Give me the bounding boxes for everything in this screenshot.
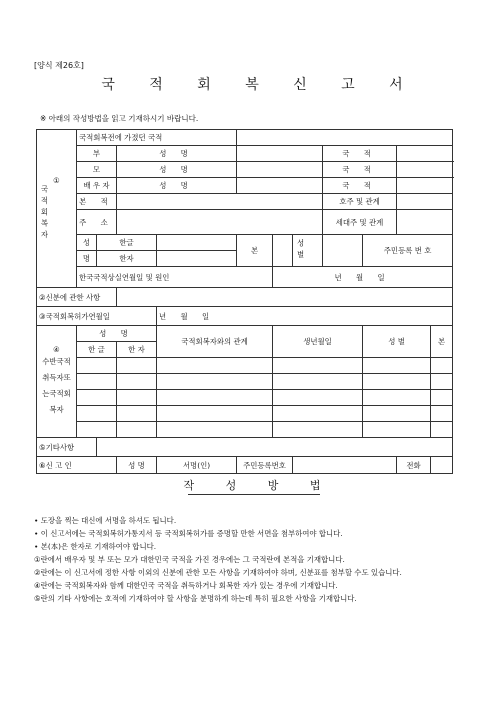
acc-birth-label: 생년월일 [273, 326, 363, 358]
spouse-nationality-field[interactable] [397, 178, 453, 194]
spouse-label: 배 우 자 [77, 178, 117, 194]
hangul-name-field[interactable] [157, 235, 237, 251]
loss-date-field[interactable]: 년 월 일 [273, 267, 453, 288]
instruction-item: ②란에는 이 신고서에 정한 사항 이외의 신분에 관한 모든 사항을 기재하여야 하며, 신분표를 첨부할 수도 있습니다. [34, 568, 402, 577]
bon-label: 본 [237, 235, 273, 267]
loss-date-label: 한국국적상실연월일 및 원인 [77, 267, 273, 288]
reporter-phone-field[interactable] [431, 457, 453, 474]
sex-field[interactable] [323, 235, 363, 267]
instruction-item: • 도장을 찍는 대신에 서명을 하셔도 됩니다. [34, 516, 177, 525]
acc-row [37, 406, 453, 422]
accompanying-section-label: ④ 수반국적취득자또는국적회복자 [37, 326, 77, 438]
mother-name-field[interactable] [237, 162, 323, 178]
spouse-name-field[interactable] [237, 178, 323, 194]
sex-label: 성별 [293, 235, 323, 267]
reporter-sign-field[interactable]: 서명(인) [157, 457, 237, 474]
domicile-field[interactable] [117, 194, 323, 210]
hanja-label: 한자 [97, 251, 157, 267]
other-matters-field[interactable] [97, 438, 453, 457]
acc-name-label: 성 명 [77, 326, 157, 342]
report-form-table [36, 129, 453, 474]
spouse-nationality-label: 국 적 [323, 178, 397, 194]
mother-nationality-field[interactable] [397, 162, 453, 178]
instructions-list [34, 514, 474, 605]
rrn-label: 주민등록 번 호 [363, 235, 453, 267]
spouse-name-label: 성 명 [117, 178, 237, 194]
prev-nationality-label: 국적회복전에 가졌던 국적 [77, 130, 237, 146]
name-label-bottom: 명 [77, 251, 97, 267]
prev-nationality-field[interactable] [237, 130, 453, 146]
hangul-label: 한글 [97, 235, 157, 251]
notice-text: ※ 아래의 작성방법을 읽고 기재하시기 바랍니다. [40, 114, 199, 123]
address-label: 주 소 [77, 210, 117, 235]
father-nationality-field[interactable] [397, 146, 453, 162]
acc-sex-label: 성 별 [363, 326, 431, 358]
reporter-rrn-field[interactable] [293, 457, 397, 474]
status-matters-field[interactable] [117, 288, 453, 307]
domicile-label: 본 적 [77, 194, 117, 210]
instruction-item: ①란에서 배우자 및 부 또는 모가 대한민국 국적을 가진 경우에는 그 국적란에 본적을 기재합니다. [34, 555, 345, 564]
restoration-date-field[interactable]: 년 월 일 [157, 307, 453, 326]
acc-hangul-label: 한 글 [77, 342, 117, 358]
acc-row [37, 358, 453, 374]
page-title: 국 적 회 복 신 고 서 [101, 77, 418, 93]
reporter-phone-label: 전화 [397, 457, 431, 474]
name-label-top: 성 [77, 235, 97, 251]
applicant-section-label: ① 국적회복자 [37, 130, 77, 288]
instruction-item: ⑤란의 기타 사항에는 호적에 기재하여야 할 사항을 분명하게 하는데 특히 필요한 사항을 기재합니다. [34, 594, 357, 603]
mother-label: 모 [77, 162, 117, 178]
head-relation-field[interactable] [397, 194, 453, 210]
howto-underline [188, 494, 320, 495]
mother-nationality-label: 국 적 [323, 162, 397, 178]
householder-relation-label: 세대주 및 관계 [323, 210, 397, 235]
father-nationality-label: 국 적 [323, 146, 397, 162]
status-matters-label: ②신분에 관한 사항 [37, 288, 117, 307]
instruction-item: ④란에는 국적회복자와 함께 대한민국 국적을 취득하거나 회복한 자가 있는 경우에 기재합니다. [34, 581, 338, 590]
acc-row [37, 390, 453, 406]
father-name-field[interactable] [237, 146, 323, 162]
hanja-name-field[interactable] [157, 251, 237, 267]
householder-relation-field[interactable] [397, 210, 453, 235]
reporter-name-label: 성 명 [117, 457, 157, 474]
father-name-label: 성 명 [117, 146, 237, 162]
reporter-rrn-label: 주민등록번호 [237, 457, 293, 474]
acc-row [37, 374, 453, 390]
howto-title: 작 성 방 법 [183, 479, 335, 492]
acc-bon-label: 본 [431, 326, 453, 358]
form-number: [양식 제26호] [34, 61, 84, 70]
instruction-item: • 이 신고서에는 국적회복허가통지서 등 국적회복허가를 증명할 만한 서면을 첨부하여야 합니다. [34, 529, 343, 538]
bon-field[interactable] [273, 235, 293, 267]
other-matters-label: ⑤기타사항 [37, 438, 97, 457]
mother-name-label: 성 명 [117, 162, 237, 178]
acc-hanja-label: 한 자 [117, 342, 157, 358]
reporter-label: ⑥신 고 인 [37, 457, 117, 474]
father-label: 부 [77, 146, 117, 162]
restoration-date-label: ③국적회복허가연월일 [37, 307, 157, 326]
head-relation-label: 호주 및 관계 [323, 194, 397, 210]
acc-relation-label: 국적회복자와의 관계 [157, 326, 273, 358]
address-field[interactable] [117, 210, 323, 235]
instruction-item: • 본(本)은 한자로 기재하여야 합니다. [34, 542, 157, 551]
acc-row [37, 422, 453, 438]
